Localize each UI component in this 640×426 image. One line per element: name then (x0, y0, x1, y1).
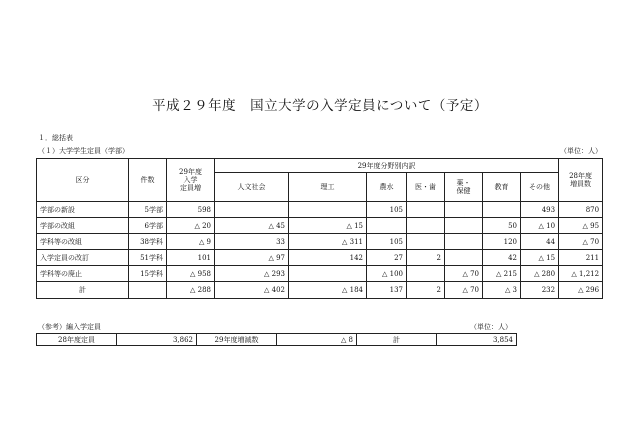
row-field-value: 137 (367, 282, 407, 299)
ref-value-total: 3,854 (437, 334, 517, 346)
row-field-value: △ 70 (445, 266, 483, 282)
row-field-value (289, 202, 367, 218)
row-field-value: 44 (521, 234, 559, 250)
row-increase: △ 958 (167, 266, 215, 282)
row-field-value: △ 15 (521, 250, 559, 266)
row-field-value: 27 (367, 250, 407, 266)
row-field-value: 2 (407, 282, 445, 299)
row-count: 5学部 (129, 202, 167, 218)
row-field-value: △ 215 (483, 266, 521, 282)
row-field-value: 120 (483, 234, 521, 250)
row-field-value: 232 (521, 282, 559, 299)
row-field-value (445, 250, 483, 266)
row-field-value: 105 (367, 234, 407, 250)
table-caption: （１）大学学生定員（学部） (38, 147, 129, 155)
row-field-value: 50 (483, 218, 521, 234)
table-row (37, 202, 603, 218)
header-field: 教育 (483, 173, 521, 202)
row-field-value (445, 218, 483, 234)
row-h28: △ 1,212 (559, 266, 603, 282)
row-increase: △ 9 (167, 234, 215, 250)
row-label: 学部の改組 (37, 218, 129, 234)
row-label: 学科等の廃止 (37, 266, 129, 282)
row-increase: 101 (167, 250, 215, 266)
table-row (37, 282, 603, 299)
ref-label-28: 28年度定員 (37, 334, 117, 346)
row-field-value: 142 (289, 250, 367, 266)
row-field-value: △ 311 (289, 234, 367, 250)
row-field-value: △ 402 (215, 282, 289, 299)
row-field-value (215, 202, 289, 218)
row-field-value: 42 (483, 250, 521, 266)
row-field-value (407, 266, 445, 282)
ref-label-total: 計 (357, 334, 437, 346)
row-h28: 211 (559, 250, 603, 266)
row-field-value: 33 (215, 234, 289, 250)
row-count: 51学科 (129, 250, 167, 266)
header-increase: 29年度 入学 定員増 (167, 159, 215, 202)
ref-value-29: △ 8 (277, 334, 357, 346)
row-increase: 598 (167, 202, 215, 218)
row-increase: △ 288 (167, 282, 215, 299)
row-field-value: △ 3 (483, 282, 521, 299)
header-field: その他 (521, 173, 559, 202)
row-increase: △ 20 (167, 218, 215, 234)
page-title: 平成２９年度 国立大学の入学定員について（予定） (152, 98, 488, 114)
row-field-value: △ 293 (215, 266, 289, 282)
row-count: 15学科 (129, 266, 167, 282)
header-field: 人文社会 (215, 173, 289, 202)
ref-label-29: 29年度増減数 (197, 334, 277, 346)
row-field-value: △ 184 (289, 282, 367, 299)
table-row (37, 266, 603, 282)
row-field-value (367, 218, 407, 234)
header-field: 薬・ 保健 (445, 173, 483, 202)
section-heading: １．総括表 (38, 134, 73, 142)
row-field-value (445, 202, 483, 218)
row-field-value: 105 (367, 202, 407, 218)
reference-caption: （参考）編入学定員 (38, 323, 101, 331)
row-label: 計 (37, 282, 129, 299)
row-field-value: △ 280 (521, 266, 559, 282)
header-field: 医・歯 (407, 173, 445, 202)
row-field-value: △ 97 (215, 250, 289, 266)
row-h28: △ 95 (559, 218, 603, 234)
row-h28: 870 (559, 202, 603, 218)
row-count (129, 282, 167, 299)
unit-label: （単位：人） (560, 147, 602, 155)
header-count: 件数 (129, 159, 167, 202)
row-field-value (407, 234, 445, 250)
row-field-value: △ 70 (445, 282, 483, 299)
table-row (37, 250, 603, 266)
table-row (37, 218, 603, 234)
header-field: 農水 (367, 173, 407, 202)
header-h28: 28年度 増員数 (559, 159, 603, 202)
row-field-value: 2 (407, 250, 445, 266)
row-field-value (289, 266, 367, 282)
row-field-value (483, 202, 521, 218)
row-label: 学部の新設 (37, 202, 129, 218)
header-breakdown: 29年度分野別内訳 (215, 159, 559, 173)
row-count: 38学科 (129, 234, 167, 250)
row-field-value: △ 15 (289, 218, 367, 234)
row-field-value (407, 202, 445, 218)
enrollment-table (36, 158, 603, 299)
row-field-value (407, 218, 445, 234)
reference-table (36, 333, 517, 346)
header-field: 理工 (289, 173, 367, 202)
row-field-value (445, 234, 483, 250)
unit-label-ref: （単位：人） (470, 323, 512, 331)
row-field-value: △ 10 (521, 218, 559, 234)
row-field-value: △ 100 (367, 266, 407, 282)
row-field-value: △ 45 (215, 218, 289, 234)
row-field-value: 493 (521, 202, 559, 218)
table-row (37, 234, 603, 250)
row-label: 入学定員の改訂 (37, 250, 129, 266)
header-kubun: 区分 (37, 159, 129, 202)
row-label: 学科等の改組 (37, 234, 129, 250)
row-h28: △ 296 (559, 282, 603, 299)
row-h28: △ 70 (559, 234, 603, 250)
ref-value-28: 3,862 (117, 334, 197, 346)
row-count: 6学部 (129, 218, 167, 234)
